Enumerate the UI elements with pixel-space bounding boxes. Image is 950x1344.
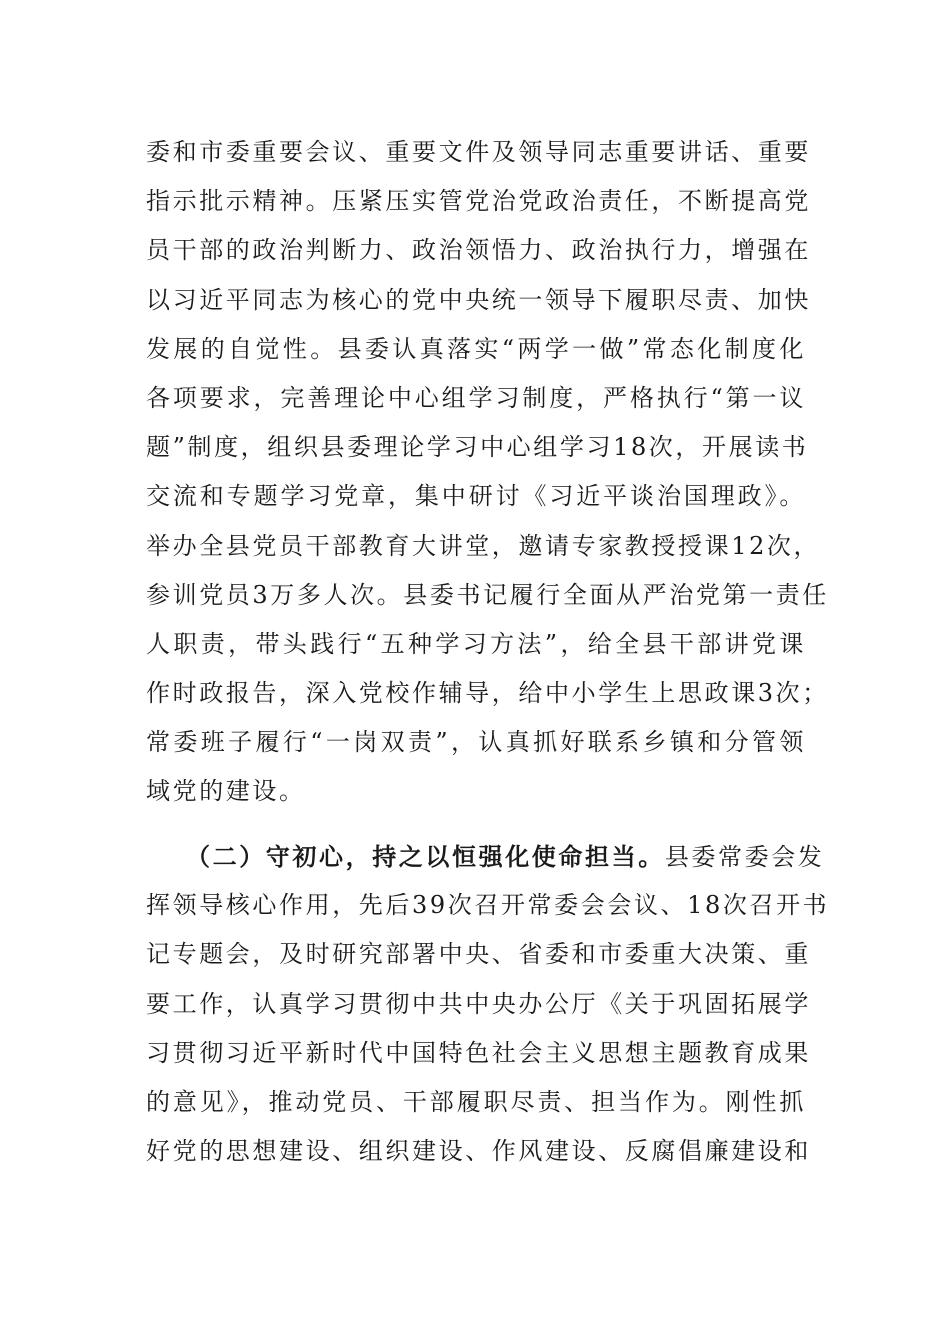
text-line: 指示批示精神。压紧压实管党治党政治责任，不断提高党 (146, 187, 811, 216)
text-line: 参训党员3万多人次。县委书记履行全面从严治党第一责任 (146, 580, 829, 609)
text-line: 好党的思想建设、组织建设、作风建设、反腐倡廉建设和 (146, 1137, 811, 1166)
text-line: 员干部的政治判断力、政治领悟力、政治执行力，增强在 (146, 236, 811, 265)
paragraph-2 (146, 832, 830, 1176)
text-line: 举办全县党员干部教育大讲堂，邀请专家教授授课12次， (146, 531, 821, 560)
text-line: 各项要求，完善理论中心组学习制度，严格执行“第一议 (146, 383, 806, 412)
text-line: 常委班子履行“一岗双责”，认真抓好联系乡镇和分管领 (146, 728, 806, 757)
text-line: 域党的建设。 (146, 777, 306, 806)
text-line: 记专题会，及时研究部署中央、省委和市委重大决策、重 (146, 940, 811, 969)
text-line: 人职责，带头践行“五种学习方法”，给全县干部讲党课 (146, 629, 806, 658)
text-line: 题”制度，组织县委理论学习中心组学习18次，开展读书 (146, 433, 809, 462)
text-line: 作时政报告，深入党校作辅导，给中小学生上思政课3次； (146, 679, 829, 708)
section-heading: （二）守初心，持之以恒强化使命担当。 (186, 842, 665, 871)
text-run: 县委常委会发 (664, 843, 825, 871)
paragraph-1 (146, 128, 829, 817)
text-line: 的意见》，推动党员、干部履职尽责、担当作为。刚性抓 (146, 1087, 806, 1116)
text-line: 发展的自觉性。县委认真落实“两学一做”常态化制度化 (146, 334, 806, 363)
paragraph-first-line (146, 832, 825, 881)
text-line: 挥领导核心作用，先后39次召开常委会会议、18次召开书 (146, 891, 830, 920)
text-line: 委和市委重要会议、重要文件及领导同志重要讲话、重要 (146, 138, 811, 166)
text-line: 交流和专题学习党章，集中研讨《习近平谈治国理政》。 (146, 482, 806, 511)
text-line: 要工作，认真学习贯彻中共中央办公厅《关于巩固拓展学 (146, 989, 811, 1018)
text-line: 以习近平同志为核心的党中央统一领导下履职尽责、加快 (146, 285, 811, 314)
text-line: 习贯彻习近平新时代中国特色社会主义思想主题教育成果 (146, 1038, 811, 1067)
